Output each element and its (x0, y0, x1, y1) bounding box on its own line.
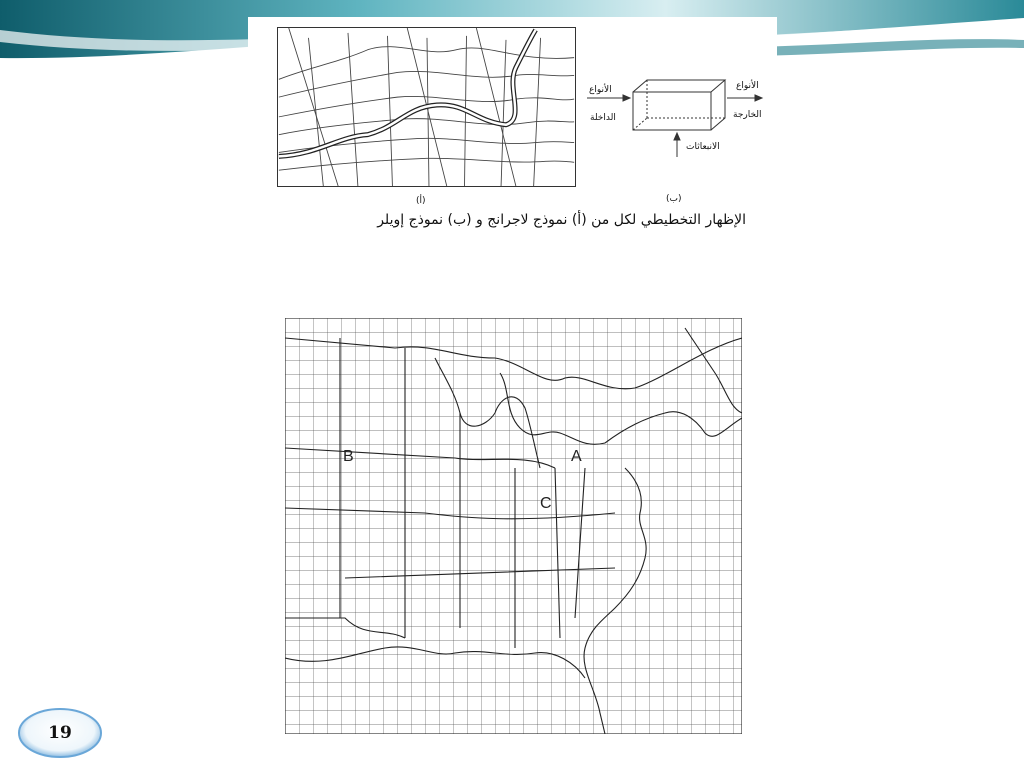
gridded-map (285, 318, 742, 734)
outflow-label-1: الأنواع (736, 81, 759, 91)
figure-caption: الإظهار التخطيطي لكل من (أ) نموذج لاجرانج و (ب) نموذج إويلر (377, 212, 746, 228)
map-label-c: C (540, 495, 552, 512)
outflow-label-2: الخارجة (733, 110, 762, 120)
lagrangian-diagram (277, 27, 576, 187)
map-label-a: A (571, 448, 582, 465)
map-label-b: B (343, 448, 354, 465)
diagram-a-tag: (أ) (416, 196, 426, 206)
diagram-b-tag: (ب) (666, 194, 682, 204)
inflow-label-2: الداخلة (590, 113, 616, 123)
inflow-label-1: الأنواع (589, 85, 612, 95)
page-number: 19 (48, 723, 72, 743)
emission-label: الانبعاثات (686, 142, 720, 152)
